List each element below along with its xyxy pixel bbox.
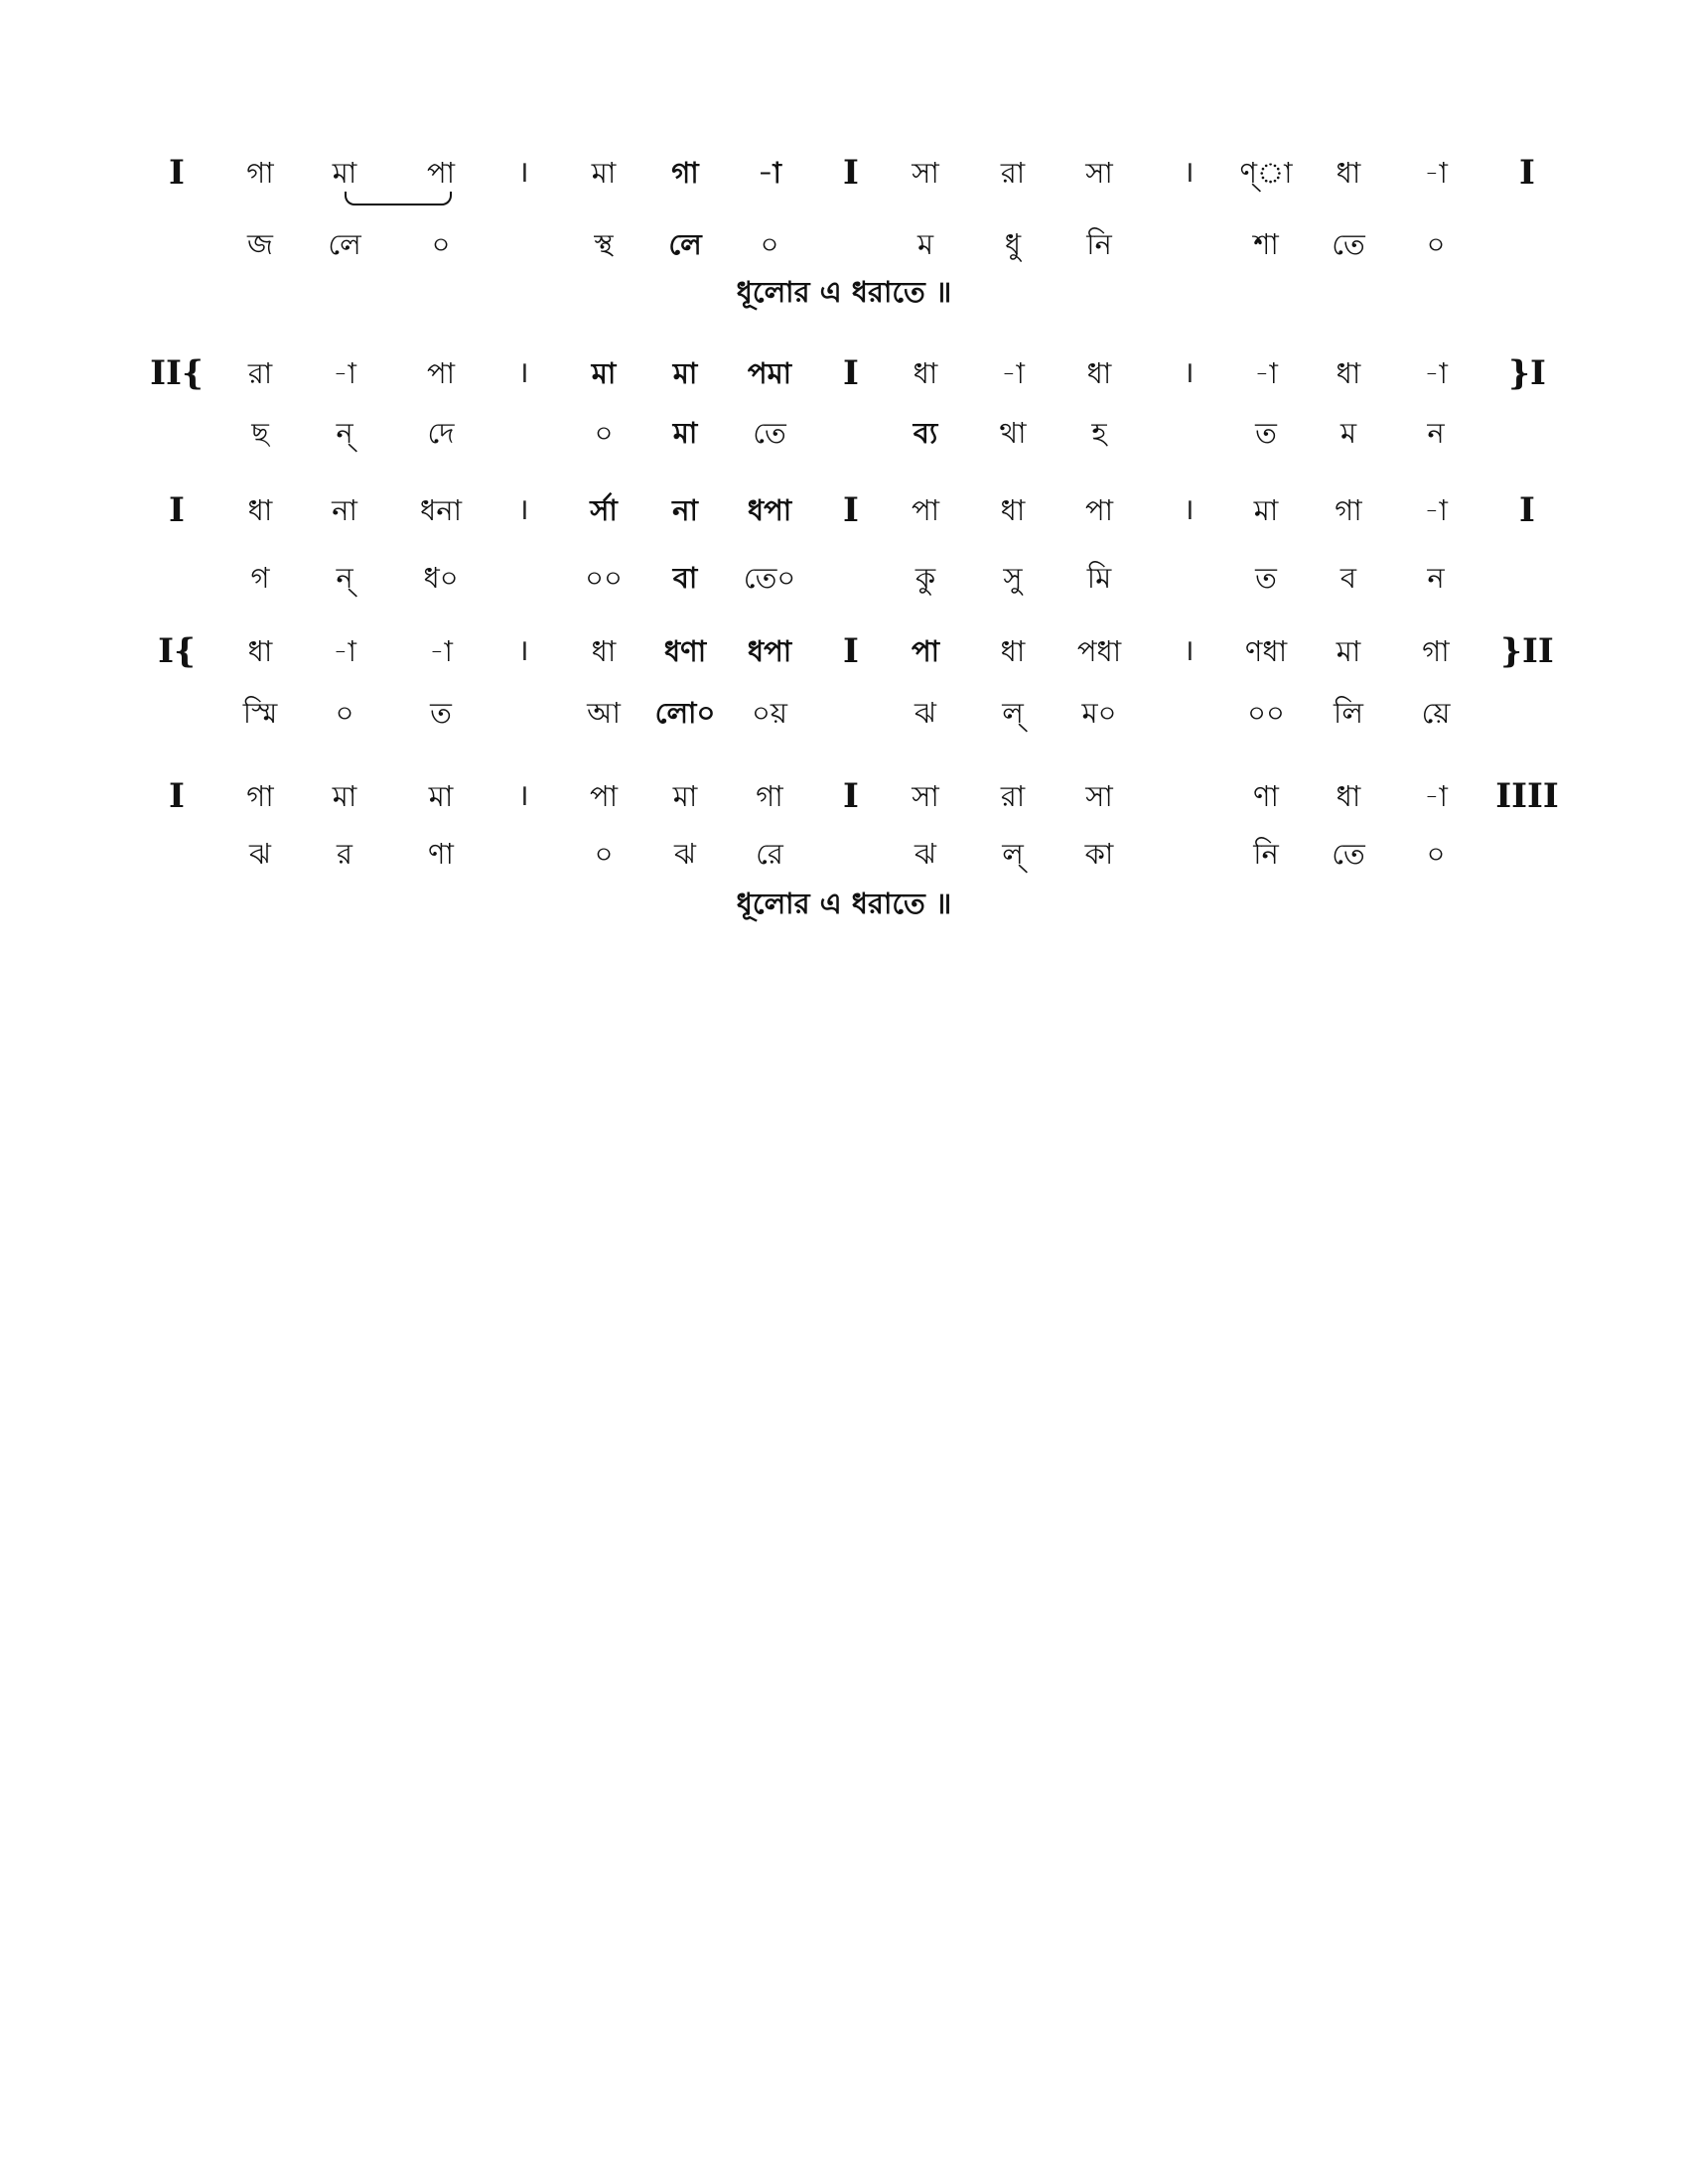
lyric-syllable: ০	[594, 837, 614, 871]
swara-note: -া	[1424, 493, 1448, 527]
beat-divider: ।	[1183, 355, 1195, 390]
swara-note: ণ্া	[1239, 156, 1293, 190]
swara-note: ধা	[591, 634, 617, 668]
beat-divider: ।	[517, 633, 529, 668]
lyric-syllable: হ	[1091, 416, 1107, 450]
swara-row-5	[0, 770, 1688, 822]
lyric-syllable: ঝ	[674, 837, 696, 871]
swara-row-1	[0, 147, 1688, 199]
bar-marker: II{	[150, 353, 204, 393]
swara-note: মা	[591, 156, 617, 190]
lyric-syllable: ঝ	[914, 696, 936, 730]
lyric-syllable: ব্য	[913, 416, 938, 450]
swara-note: -া	[1424, 156, 1448, 190]
swara-note: ধা	[1336, 779, 1361, 813]
lyric-syllable: লে	[668, 227, 702, 261]
refrain-line: ধূলোর এ ধরাতে ॥	[736, 275, 952, 309]
swara-note: মা	[428, 779, 454, 813]
lyric-syllable: সু	[1003, 561, 1023, 595]
swara-note: পা	[426, 156, 456, 190]
bar-marker: }II	[1500, 631, 1554, 671]
lyric-row-5	[0, 828, 1688, 880]
swara-note: না	[672, 493, 698, 527]
swara-note: র্সা	[590, 493, 618, 527]
bar-marker: I	[843, 153, 859, 193]
lyric-row-4	[0, 687, 1688, 739]
lyric-syllable: ছ	[251, 416, 269, 450]
bar-marker: I	[169, 776, 185, 816]
swara-note: গা	[756, 779, 783, 813]
lyric-syllable: ম০	[1081, 696, 1117, 730]
swara-note: মা	[332, 779, 357, 813]
swara-note: ধা	[1000, 493, 1026, 527]
lyric-syllable: মা	[672, 416, 698, 450]
bar-marker: I	[169, 153, 185, 193]
swara-note: -া	[1254, 356, 1278, 390]
swara-note: পা	[426, 356, 456, 390]
lyric-syllable: স্মি	[242, 696, 278, 730]
lyric-syllable: জ	[247, 227, 273, 261]
bar-marker: I	[1519, 490, 1535, 530]
swara-note: ধা	[247, 634, 273, 668]
swara-note: -া	[333, 634, 356, 668]
lyric-syllable: ০	[335, 696, 354, 730]
swara-note: গা	[671, 156, 699, 190]
swara-note: -া	[758, 156, 781, 190]
lyric-syllable: ঝ	[914, 837, 936, 871]
lyric-row-2	[0, 407, 1688, 459]
lyric-syllable: ০	[760, 227, 779, 261]
swara-note: মা	[1253, 493, 1279, 527]
lyric-syllable: ০০	[585, 561, 623, 595]
lyric-syllable: থা	[999, 416, 1027, 450]
lyric-syllable: লো০	[654, 696, 716, 730]
lyric-syllable: ন	[1427, 561, 1445, 595]
lyric-syllable: লে	[328, 227, 361, 261]
swara-note: ধা	[247, 493, 273, 527]
bar-marker: I	[843, 631, 859, 671]
beat-divider: ।	[517, 492, 529, 527]
swara-note: সা	[1085, 156, 1113, 190]
lyric-syllable: ম	[916, 227, 934, 261]
swara-note: ণা	[1253, 779, 1279, 813]
lyric-syllable: আ	[587, 696, 621, 730]
lyric-syllable: গ	[250, 561, 270, 595]
swara-note: ধা	[913, 356, 938, 390]
lyric-syllable: ত	[1255, 416, 1277, 450]
lyric-syllable: ০	[594, 416, 614, 450]
lyric-syllable: ন	[1427, 416, 1445, 450]
lyric-syllable: র	[337, 837, 352, 871]
lyric-syllable: ত	[1255, 561, 1277, 595]
swara-note: পা	[911, 634, 940, 668]
swara-note: সা	[1085, 779, 1113, 813]
swara-note: ধপা	[747, 634, 792, 668]
lyric-syllable: ম	[1339, 416, 1357, 450]
beat-divider: ।	[1183, 633, 1195, 668]
lyric-syllable: ধ০	[423, 561, 459, 595]
swara-note: ধা	[1000, 634, 1026, 668]
swara-note: ধা	[1336, 356, 1361, 390]
lyric-row-1	[0, 218, 1688, 270]
lyric-syllable: নি	[1086, 227, 1112, 261]
swara-note: পা	[911, 493, 940, 527]
beat-divider: ।	[517, 355, 529, 390]
lyric-syllable: শা	[1253, 227, 1279, 261]
lyric-syllable: ০	[1426, 837, 1446, 871]
bar-marker: IIII	[1495, 776, 1559, 816]
swara-note: -া	[1424, 356, 1448, 390]
lyric-syllable: লি	[1334, 696, 1363, 730]
lyric-syllable: ০	[431, 227, 451, 261]
lyric-syllable: কু	[914, 561, 936, 595]
swara-note: ধনা	[420, 493, 462, 527]
swara-note: ধা	[1336, 156, 1361, 190]
swara-note: -া	[333, 356, 356, 390]
lyric-syllable: দে	[427, 416, 455, 450]
swara-note: মা	[1336, 634, 1361, 668]
lyric-syllable: ণা	[428, 837, 454, 871]
swara-note: ধা	[1086, 356, 1112, 390]
swara-note: -া	[1424, 779, 1448, 813]
lyric-syllable: ন্	[336, 416, 353, 450]
lyric-syllable: ০য়	[752, 696, 787, 730]
swara-note: রা	[1000, 779, 1026, 813]
lyric-syllable: তে	[1332, 227, 1365, 261]
swara-note: গা	[1335, 493, 1362, 527]
swara-note: গা	[246, 779, 274, 813]
refrain-line: ধূলোর এ ধরাতে ॥	[736, 887, 952, 920]
swara-note: গা	[1422, 634, 1450, 668]
beat-divider: ।	[517, 778, 529, 813]
beat-divider: ।	[517, 155, 529, 190]
swara-row-2	[0, 347, 1688, 399]
swara-note: গা	[246, 156, 274, 190]
lyric-syllable: ঝ	[249, 837, 271, 871]
swara-note: ণধা	[1244, 634, 1288, 668]
lyric-syllable: তে০	[743, 561, 796, 595]
swara-note: রা	[1000, 156, 1026, 190]
lyric-syllable: কা	[1084, 837, 1114, 871]
bar-marker: I	[843, 776, 859, 816]
swara-note: পা	[589, 779, 619, 813]
swara-note: ধপা	[747, 493, 792, 527]
lyric-row-3	[0, 552, 1688, 604]
beat-divider: ।	[1183, 492, 1195, 527]
bar-marker: }I	[1508, 353, 1546, 393]
swara-note: মা	[672, 356, 698, 390]
swara-note: রা	[247, 356, 273, 390]
swara-note: ধণা	[663, 634, 707, 668]
lyric-syllable: ন্	[336, 561, 353, 595]
lyric-syllable: রে	[756, 837, 783, 871]
lyric-syllable: বা	[672, 561, 698, 595]
swara-note: মা	[591, 356, 617, 390]
lyric-syllable: য়ে	[1421, 696, 1451, 730]
swara-note: পা	[1084, 493, 1114, 527]
swara-note: -া	[1001, 356, 1025, 390]
bar-marker: I	[1519, 153, 1535, 193]
lyric-syllable: ত	[430, 696, 452, 730]
lyric-syllable: নি	[1253, 837, 1279, 871]
swara-row-3	[0, 484, 1688, 536]
lyric-syllable: ল্	[1002, 696, 1024, 730]
bar-marker: I	[843, 490, 859, 530]
swara-note: পধা	[1076, 634, 1122, 668]
swara-note: মা	[672, 779, 698, 813]
lyric-syllable: ০	[1426, 227, 1446, 261]
swara-note: পমা	[747, 356, 792, 390]
lyric-syllable: ০০	[1247, 696, 1285, 730]
bar-marker: I	[169, 490, 185, 530]
bar-marker: I{	[158, 631, 196, 671]
lyric-syllable: মি	[1086, 561, 1112, 595]
swara-note: মা	[332, 156, 357, 190]
lyric-syllable: স্থ	[594, 227, 614, 261]
lyric-syllable: ধু	[1004, 227, 1022, 261]
swara-note: না	[332, 493, 357, 527]
swara-note: সা	[912, 156, 939, 190]
beat-divider: ।	[1183, 155, 1195, 190]
lyric-syllable: ব	[1339, 561, 1357, 595]
lyric-syllable: তে	[753, 416, 786, 450]
lyric-syllable: ল্	[1002, 837, 1024, 871]
swara-note: -া	[429, 634, 453, 668]
bar-marker: I	[843, 353, 859, 393]
lyric-syllable: তে	[1332, 837, 1365, 871]
swara-row-4	[0, 625, 1688, 677]
swara-note: সা	[912, 779, 939, 813]
